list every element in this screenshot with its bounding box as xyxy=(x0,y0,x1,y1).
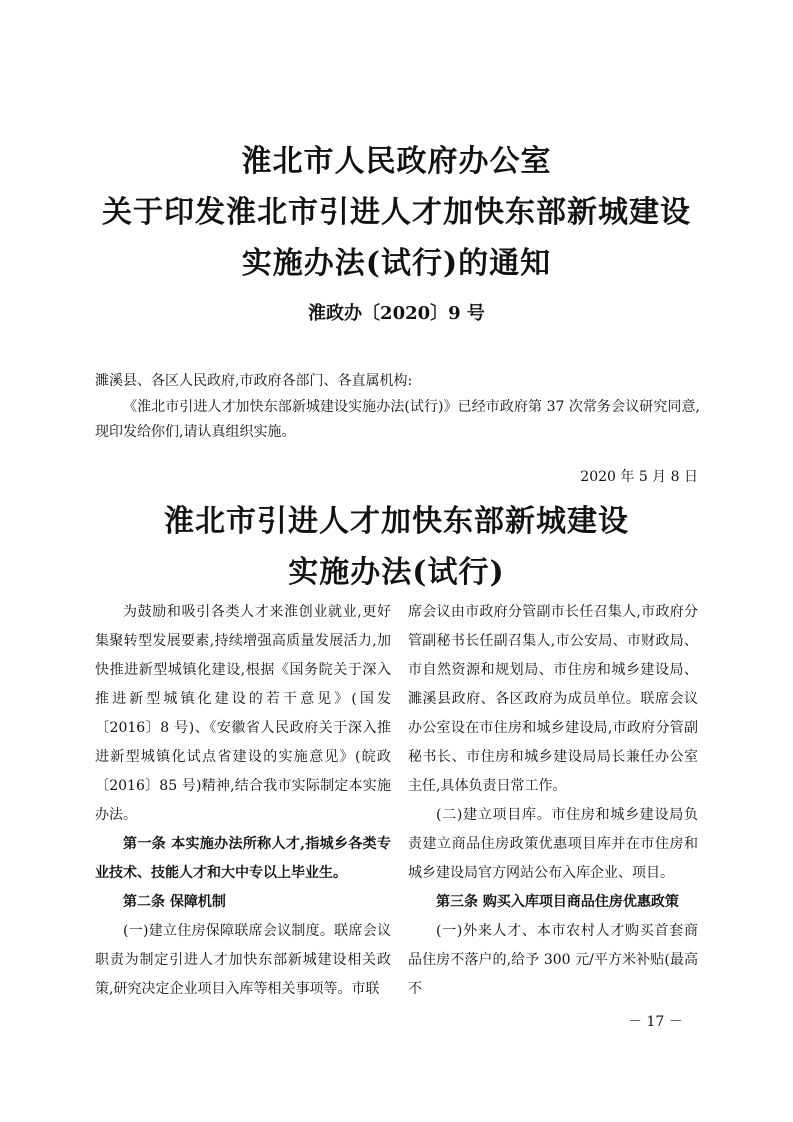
article-2-item-1: (一)建立住房保障联席会议制度。联席会议职责为制定引进人才加快东部新城建设相关政策,研究决定企业项目入库等相关事项等。市联 xyxy=(95,923,391,997)
continuation-paragraph: 席会议由市政府分管副市长任召集人,市政府分管副秘书长任副召集人,市公安局、市财政局、市自然资源和规划局、市住房和城乡建设局、濉溪县政府、各区政府为成员单位。联席会议办公室设在市住房和城乡建设局,市政府分管副秘书长、市住房和城乡建设局局长兼任办公室主任,具体负责日常工作。 xyxy=(408,604,698,794)
notice-body: 《淮北市引进人才加快东部新城建设实施办法(试行)》已经市政府第 37 次常务会议研究同意,现印发给你们,请认真组织实施。 xyxy=(95,399,700,440)
article-3-heading: 第三条 购买入库项目商品住房优惠政策 xyxy=(436,894,679,910)
document-number: 淮政办〔2020〕9 号 xyxy=(308,303,485,324)
notice-date: 2020 年 5 月 8 日 xyxy=(580,469,698,485)
measures-title-line-2: 实施办法(试行) xyxy=(288,555,505,590)
page-number: － 17 － xyxy=(628,1014,683,1030)
left-column xyxy=(95,598,391,1004)
article-2-item-2: (二)建立项目库。市住房和城乡建设局负责建立商品住房政策优惠项目库并在市住房和城乡建设局官方网站公布入库企业、项目。 xyxy=(408,807,698,881)
intro-paragraph: 为鼓励和吸引各类人才来淮创业就业,更好集聚转型发展要素,持续增强高质量发展活力,加快推进新型城镇化建设,根据《国务院关于深入推进新型城镇化建设的若干意见》(国发〔2016〕8 号)、《安徽省人民政府关于深入推进新型城镇化试点省建设的实施意见》(皖政〔2016〕85 号)精神,结合我市实际制定本实施办法。 xyxy=(95,604,391,823)
notice-title-line-1: 淮北市人民政府办公室 xyxy=(241,144,552,179)
article-2-heading: 第二条 保障机制 xyxy=(123,894,226,910)
measures-title-line-1: 淮北市引进人才加快东部新城建设 xyxy=(164,504,629,539)
notice-title-line-2: 关于印发淮北市引进人才加快东部新城建设 xyxy=(102,195,691,230)
notice-title-line-3: 实施办法(试行)的通知 xyxy=(241,246,552,281)
article-1: 第一条 本实施办法所称人才,指城乡各类专业技术、技能人才和大中专以上毕业生。 xyxy=(95,836,391,881)
right-column xyxy=(408,598,698,1004)
notice-recipients: 濉溪县、各区人民政府,市政府各部门、各直属机构: xyxy=(95,373,413,389)
article-3-item-1: (一)外来人才、本市农村人才购买首套商品住房不落户的,给予 300 元/平方米补贴(最高不 xyxy=(408,923,698,997)
